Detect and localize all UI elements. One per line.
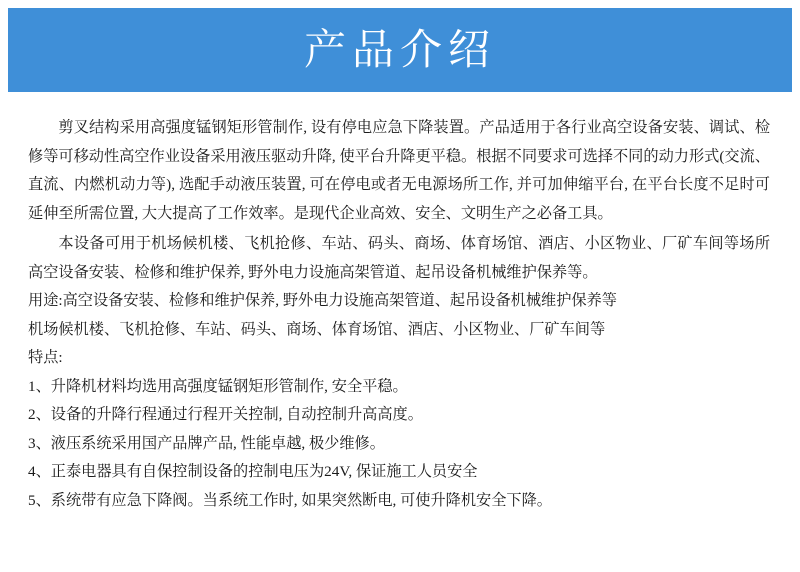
feature-item-1: 1、升降机材料均选用高强度锰钢矩形管制作, 安全平稳。 bbox=[28, 377, 408, 395]
document-body bbox=[0, 92, 800, 515]
product-intro-page bbox=[0, 8, 800, 572]
feature-item-2: 2、设备的升降行程通过行程开关控制, 自动控制升高高度。 bbox=[28, 406, 423, 423]
feature-item-5: 5、系统带有应急下降阀。当系统工作时, 如果突然断电, 可使升降机安全下降。 bbox=[28, 491, 552, 509]
paragraph-structure-description: 剪叉结构采用高强度锰钢矩形管制作, 设有停电应急下降装置。产品适用于各行业高空设备安装、调试、检修等可移动性高空作业设备采用液压驱动升降, 使平台升降更平稳。根据不同要求可选择不同的动力形式(交流、直流、内燃机动力等), 选配手动液压装置, 可在停电或者无电源场所工作, 并可加伸缩平台, 在平台长度不足时可延伸至所需位置, 大大提高了工作效率。是现代企业高效、安全、文明生产之必备工具。 bbox=[28, 119, 770, 222]
feature-item-4: 4、正泰电器具有自保控制设备的控制电压为24V, 保证施工人员安全 bbox=[28, 463, 478, 480]
venues-line: 机场候机楼、飞机抢修、车站、码头、商场、体育场馆、酒店、小区物业、厂矿车间等 bbox=[28, 320, 606, 338]
page-title: 产品介绍 bbox=[303, 25, 496, 74]
usage-line: 用途:高空设备安装、检修和维护保养, 野外电力设施高架管道、起吊设备机械维护保养等 bbox=[28, 292, 617, 309]
feature-item-3: 3、液压系统采用国产品牌产品, 性能卓越, 极少维修。 bbox=[28, 434, 385, 452]
page-banner bbox=[8, 8, 792, 92]
paragraph-application-scenarios: 本设备可用于机场候机楼、飞机抢修、车站、码头、商场、体育场馆、酒店、小区物业、厂矿车间等场所高空设备安装、检修和维护保养, 野外电力设施高架管道、起吊设备机械维护保养等。 bbox=[28, 235, 770, 281]
features-label: 特点: bbox=[28, 349, 63, 366]
